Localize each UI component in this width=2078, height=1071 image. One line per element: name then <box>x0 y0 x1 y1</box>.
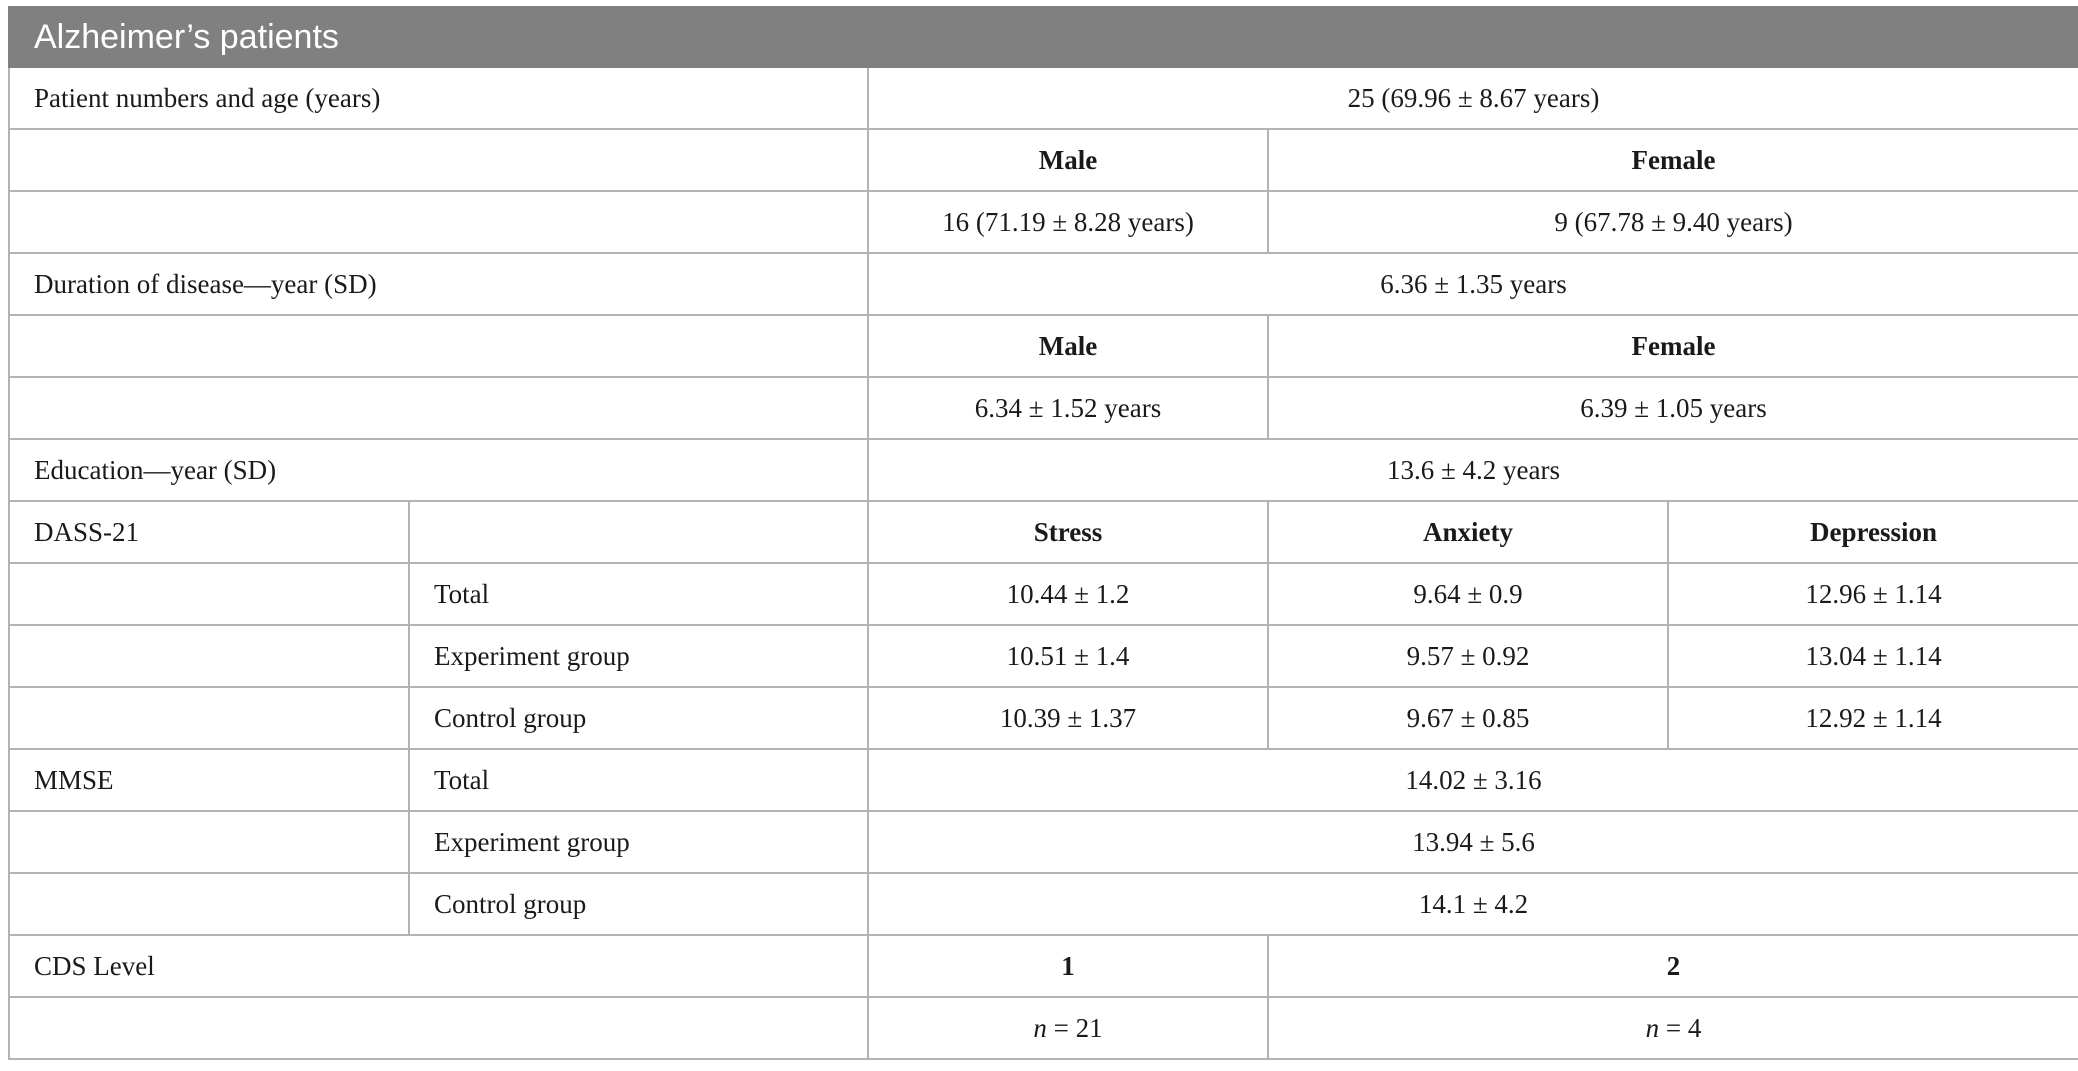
patients-sex-value-row <box>9 191 2078 253</box>
cds-label: CDS Level <box>9 935 868 997</box>
mmse-row-label: Experiment group <box>409 811 868 873</box>
empty-cell <box>9 873 409 935</box>
mmse-total-row <box>9 749 2078 811</box>
dass21-anxiety-value: 9.64 ± 0.9 <box>1268 563 1668 625</box>
duration-label: Duration of disease—year (SD) <box>9 253 868 315</box>
empty-cell <box>9 687 409 749</box>
dass21-stress-value: 10.51 ± 1.4 <box>868 625 1268 687</box>
empty-cell <box>9 563 409 625</box>
mmse-value: 14.02 ± 3.16 <box>868 749 2078 811</box>
cds-level1-header: 1 <box>868 935 1268 997</box>
education-label: Education—year (SD) <box>9 439 868 501</box>
mmse-row-label: Control group <box>409 873 868 935</box>
dass21-anxiety-value: 9.67 ± 0.85 <box>1268 687 1668 749</box>
dass21-stress-header: Stress <box>868 501 1268 563</box>
n-symbol: n <box>1645 1012 1660 1043</box>
empty-cell <box>9 997 868 1059</box>
empty-cell <box>9 625 409 687</box>
dass21-depression-value: 13.04 ± 1.14 <box>1668 625 2078 687</box>
dass21-depression-header: Depression <box>1668 501 2078 563</box>
patients-female-value: 9 (67.78 ± 9.40 years) <box>1268 191 2078 253</box>
empty-cell <box>9 191 868 253</box>
n-symbol: n <box>1033 1012 1047 1043</box>
duration-value: 6.36 ± 1.35 years <box>868 253 2078 315</box>
count-value: = 4 <box>1659 1012 1702 1043</box>
cds-header-row <box>9 935 2078 997</box>
duration-male-value: 6.34 ± 1.52 years <box>868 377 1268 439</box>
education-row <box>9 439 2078 501</box>
mmse-experiment-row <box>9 811 2078 873</box>
mmse-label: MMSE <box>9 749 409 811</box>
mmse-row-label: Total <box>409 749 868 811</box>
cds-level2-count <box>1268 997 2078 1059</box>
table-title-row <box>9 7 2078 67</box>
duration-female-value: 6.39 ± 1.05 years <box>1268 377 2078 439</box>
duration-sex-value-row <box>9 377 2078 439</box>
dass21-stress-value: 10.39 ± 1.37 <box>868 687 1268 749</box>
dass21-control-row <box>9 687 2078 749</box>
dass21-row-label: Experiment group <box>409 625 868 687</box>
patients-value: 25 (69.96 ± 8.67 years) <box>868 67 2078 129</box>
cds-level1-count <box>868 997 1268 1059</box>
empty-cell <box>9 129 868 191</box>
patients-sex-header-row <box>9 129 2078 191</box>
duration-row <box>9 253 2078 315</box>
patients-male-header: Male <box>868 129 1268 191</box>
alzheimers-patients-table <box>8 6 2078 1060</box>
dass21-label: DASS-21 <box>9 501 409 563</box>
table-title: Alzheimer’s patients <box>9 7 2078 67</box>
cds-count-row <box>9 997 2078 1059</box>
dass21-anxiety-header: Anxiety <box>1268 501 1668 563</box>
empty-cell <box>9 315 868 377</box>
empty-cell <box>9 377 868 439</box>
dass21-row-label: Total <box>409 563 868 625</box>
dass21-experiment-row <box>9 625 2078 687</box>
mmse-value: 14.1 ± 4.2 <box>868 873 2078 935</box>
duration-male-header: Male <box>868 315 1268 377</box>
duration-female-header: Female <box>1268 315 2078 377</box>
dass21-depression-value: 12.92 ± 1.14 <box>1668 687 2078 749</box>
mmse-control-row <box>9 873 2078 935</box>
patients-label: Patient numbers and age (years) <box>9 67 868 129</box>
patients-row <box>9 67 2078 129</box>
dass21-stress-value: 10.44 ± 1.2 <box>868 563 1268 625</box>
dass21-row-label: Control group <box>409 687 868 749</box>
dass21-header-row <box>9 501 2078 563</box>
table-container <box>8 6 2078 1060</box>
count-value: = 21 <box>1046 1012 1103 1043</box>
education-value: 13.6 ± 4.2 years <box>868 439 2078 501</box>
dass21-depression-value: 12.96 ± 1.14 <box>1668 563 2078 625</box>
patients-female-header: Female <box>1268 129 2078 191</box>
cds-level2-header: 2 <box>1268 935 2078 997</box>
dass21-total-row <box>9 563 2078 625</box>
mmse-value: 13.94 ± 5.6 <box>868 811 2078 873</box>
empty-cell <box>409 501 868 563</box>
empty-cell <box>9 811 409 873</box>
dass21-anxiety-value: 9.57 ± 0.92 <box>1268 625 1668 687</box>
patients-male-value: 16 (71.19 ± 8.28 years) <box>868 191 1268 253</box>
duration-sex-header-row <box>9 315 2078 377</box>
